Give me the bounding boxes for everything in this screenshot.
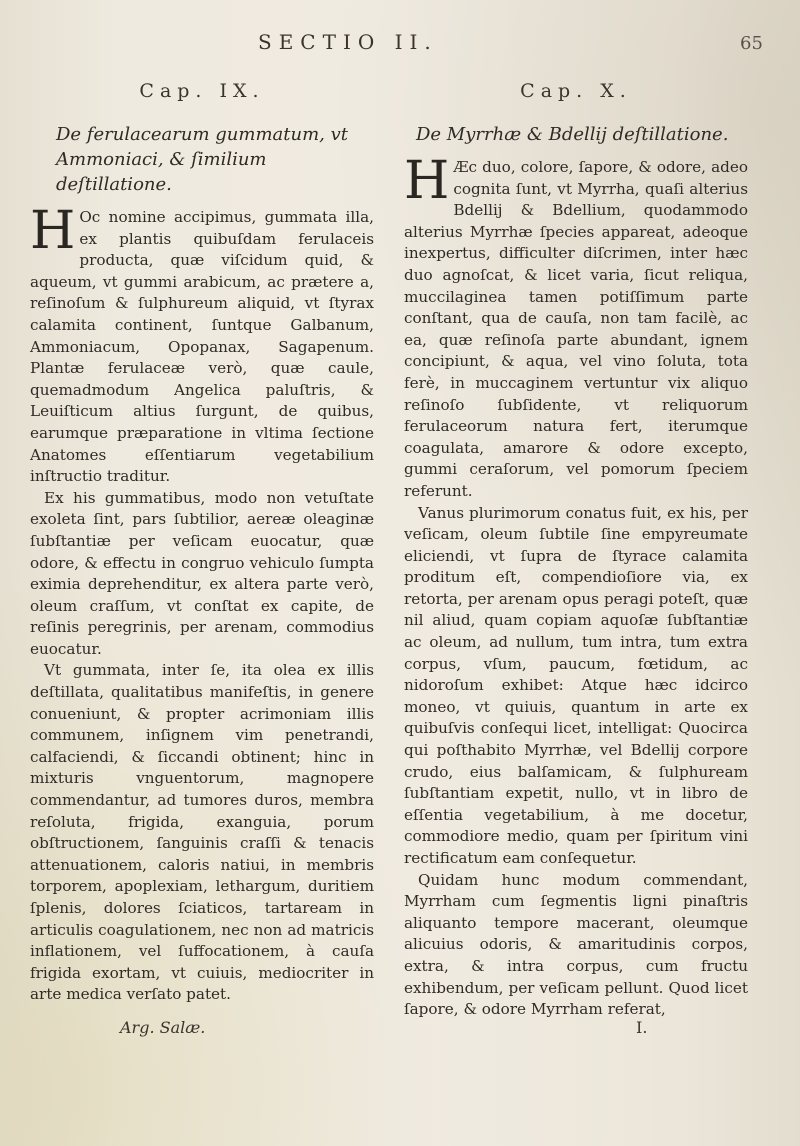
running-head: SECTIO II. xyxy=(258,30,438,54)
paragraph-text: Oc nomine accipimus, gummata illa, ex plantis quibuſdam ferulaceis producta, quæ viſcidum quid, & aqueum, vt gummi arabicum, ac prætere a, reſinoſum & ſulphureum aliquid, vt ſtyrax calamita continent, ſuntque Galbanum, Ammoniacum, Opopanax, Sagapenum. Plantæ ferulaceæ verò, quæ caule, quemadmodum Angelica paluſtris, & Leuiſticum altius ſurgunt, de quibus, earumque præparatione in vltima ſectione Anatomes eſſentiarum vegetabilium inſtructio traditur. xyxy=(30,208,374,486)
paragraph: Vanus plurimorum conatus fuit, ex his, per veſicam, oleum ſubtile ſine empyreumate eliciendi, vt ſupra de ſtyrace calamita proditum eſt, compendioſiore via, ex retorta, per arenam opus peragi poteſt, quæ nil aliud, quam copiam aquoſæ ſubſtantiæ ac oleum, ad nullum, tum intra, tum extra corpus, vſum, paucum, fœtidum, ac nidoroſum exhibet: Atque hæc idcirco moneo, vt quiuis, quantum in arte ex quibuſvis conſequi licet, intelligat: Quocirca qui poſthabito Myrrhæ, vel Bdellij corpore crudo, eius balſamicam, & ſulphuream ſubſtantiam expetit, nullo, vt in libro de eſſentia vegetabilium, à me docetur, commodiore medio, quam per ſpiritum vini rectificatum eam conſequetur. xyxy=(404,503,748,867)
paragraph xyxy=(30,201,374,488)
paragraph: Quidam hunc modum commendant, Myrrham cum ſegmentis ligni pinaſtris aliquanto tempore macerant, oleumque alicuius odoris, & amaritudinis corpos, extra, & intra corpus, cum fructu exhibendum, per veſicam pellunt. Quod licet ſapore, & odore Myrrham referat, xyxy=(404,870,748,1019)
chapter-title-left: Cap. IX. xyxy=(139,80,265,102)
body-text-left xyxy=(30,201,374,1006)
body-text-right xyxy=(404,151,748,1021)
paragraph: Ex his gummatibus, modo non vetuſtate exoleta ſint, pars ſubtilior, aereæ oleaginæ ſubſtantiæ per veſicam euocatur, quæ odore, & effectu in congruo vehiculo ſumpta eximia deprehenditur, ex altera parte verò, oleum craſſum, vt conſtat ex capite, de reſinis peregrinis, per arenam, commodius euocatur. xyxy=(30,488,374,658)
drop-cap: H xyxy=(30,201,76,261)
paragraph: Vt gummata, inter ſe, ita olea ex illis deſtillata, qualitatibus manifeſtis, in genere conueniunt, & propter acrimoniam illis communem, inſignem vim penetrandi, calfaciendi, & ſiccandi obtinent; hinc in mixturis vnguentorum, magnopere commendantur, ad tumores duros, membra reſoluta, frigida, exanguia, porum obſtructionem, ſanguinis craſſi & tenacis attenuationem, caloris natiui, in membris torporem, apoplexiam, lethargum, duritiem ſplenis, dolores ſciaticos, tartaream in articulis coagulationem, nec non ad matricis inflationem, vel ſuffocationem, à cauſa frigida exortam, vt cuiuis, mediocriter in arte medica verſato patet. xyxy=(30,661,374,1004)
paragraph-text: Æc duo, colore, ſapore, & odore, adeo cognita ſunt, vt Myrrha, quaſi alterius Bdellij & Bdellium, quodammodo alterius Myrrhæ ſpecies appareat, adeoque inexpertus, difficulter diſcrimen, inter hæc duo agnoſcat, & licet varia, ſicut reliqua, muccilaginea tamen potiſſimum parte conſtant, qua de cauſa, non tam facilè, ac ea, quæ reſinoſa parte abundant, ignem concipiunt, & aqua, vel vino ſoluta, tota ferè, in muccaginem vertuntur vix aliquo reſinoſo ſubſidente, vt reliquorum ferulaceorum natura fert, iterumque coagulata, amarore & odore excepto, gummi ceraſorum, vel pomorum ſpeciem referunt. xyxy=(404,158,748,500)
page-number: 65 xyxy=(740,33,763,54)
catchword: I. xyxy=(636,1018,648,1037)
section-heading-left: De ferulacearum gummatum, vt Ammoniaci, & ſimilium deſtillatione. xyxy=(56,124,348,195)
right-column xyxy=(404,80,748,1021)
section-heading-right: De Myrrhæ & Bdellij deſtillatione. xyxy=(416,124,729,145)
chapter-title-right: Cap. X. xyxy=(520,80,632,102)
drop-cap: H xyxy=(404,151,450,211)
left-column xyxy=(30,80,374,1006)
paragraph xyxy=(404,151,748,503)
signature-mark: Arg. Salæ. xyxy=(120,1018,206,1037)
